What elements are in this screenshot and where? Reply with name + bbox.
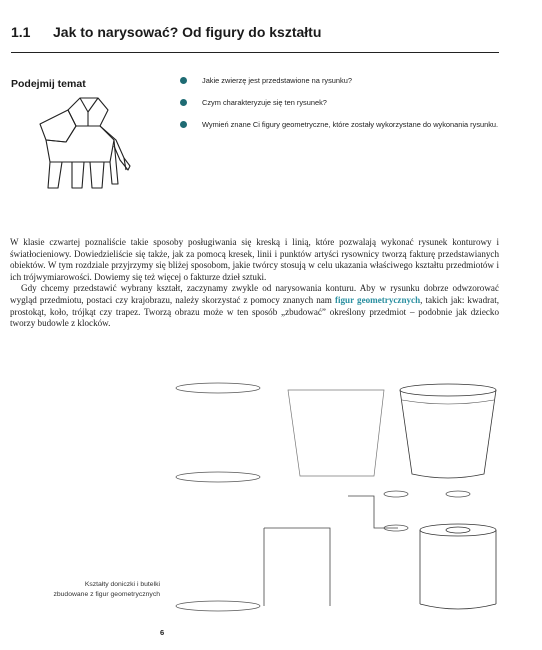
chapter-title: Jak to narysować? Od figury do kształtu [53,24,322,40]
question-item: Czym charakteryzuje się ten rysunek? [180,98,500,108]
question-item: Wymień znane Ci figury geometryczne, które zostały wykorzystane do wykonania rysunku. [180,120,500,130]
bottle-top-shape [420,524,496,536]
bullet-dot-icon [180,99,187,106]
construction-line-shape [348,496,398,528]
pot-body-shape [400,390,496,478]
neck-ellipse-shape [384,491,408,497]
bullet-dot-icon [180,77,187,84]
chapter-number: 1.1 [11,24,31,40]
key-term: figur geometrycznych [334,294,421,305]
rim-ellipse-shape [176,601,260,611]
pot-and-bottle-construction-illustration [160,378,500,618]
pot-rim-shape [400,384,496,396]
lesson-body [10,237,499,330]
trapezoid-shape [288,390,384,476]
paragraph-2: Gdy chcemy przedstawić wybrany kształt, zaczynamy zwykle od narysowania konturu. Aby w rysunku dobrze odwzorować wygląd przedmiotu, postaci czy krajobrazu, należy skorzystać z pomocy znanych nam figur geometrycznych, takich jak: kwadrat, prostokąt, koło, trójkąt czy trapez. Tworzą obrazu może w ten sposób „zbudować” określony przedmiot – podobnie jak dziecko tworzy budowle z klocków. [10,283,499,329]
bullet-dot-icon [180,121,187,128]
paragraph-1: W klasie czwartej poznaliście takie sposoby posługiwania się kreską i linią, które pozwalają wykonać rysunek konturowy i światłocieniowy. Dowiedzieliście się także, jak za pomocą kresek, linii i punktów artyści rysownicy tworzą fakturę przedstawianych obiektów. W tym rozdziale przyjrzymy się bliżej sposobom, jakie twórcy stosują w celu ukazania właściwego kształtu przedmiotów i ich trójwymiarowości. Dowiemy się też więcej o fakturze dzieł sztuki. [10,237,499,282]
bottle-base-shape [420,604,496,609]
figure-caption: Kształty doniczki i butelki zbudowane z figur geometrycznych [53,581,160,598]
discussion-questions [180,76,500,142]
topic-label: Podejmij temat [11,78,86,90]
rim-ellipse-shape [176,383,260,393]
page-number: 6 [160,628,165,637]
construction-line-shape [264,528,330,606]
rim-ellipse-shape [176,472,260,482]
chapter-header [11,24,499,53]
geometric-elephant-illustration [28,96,138,191]
question-item: Jakie zwierzę jest przedstawione na rysunku? [180,76,500,86]
pot-band-shape [402,400,494,404]
neck-ellipse-shape [446,491,470,497]
bottle-neck-shape [446,527,470,533]
